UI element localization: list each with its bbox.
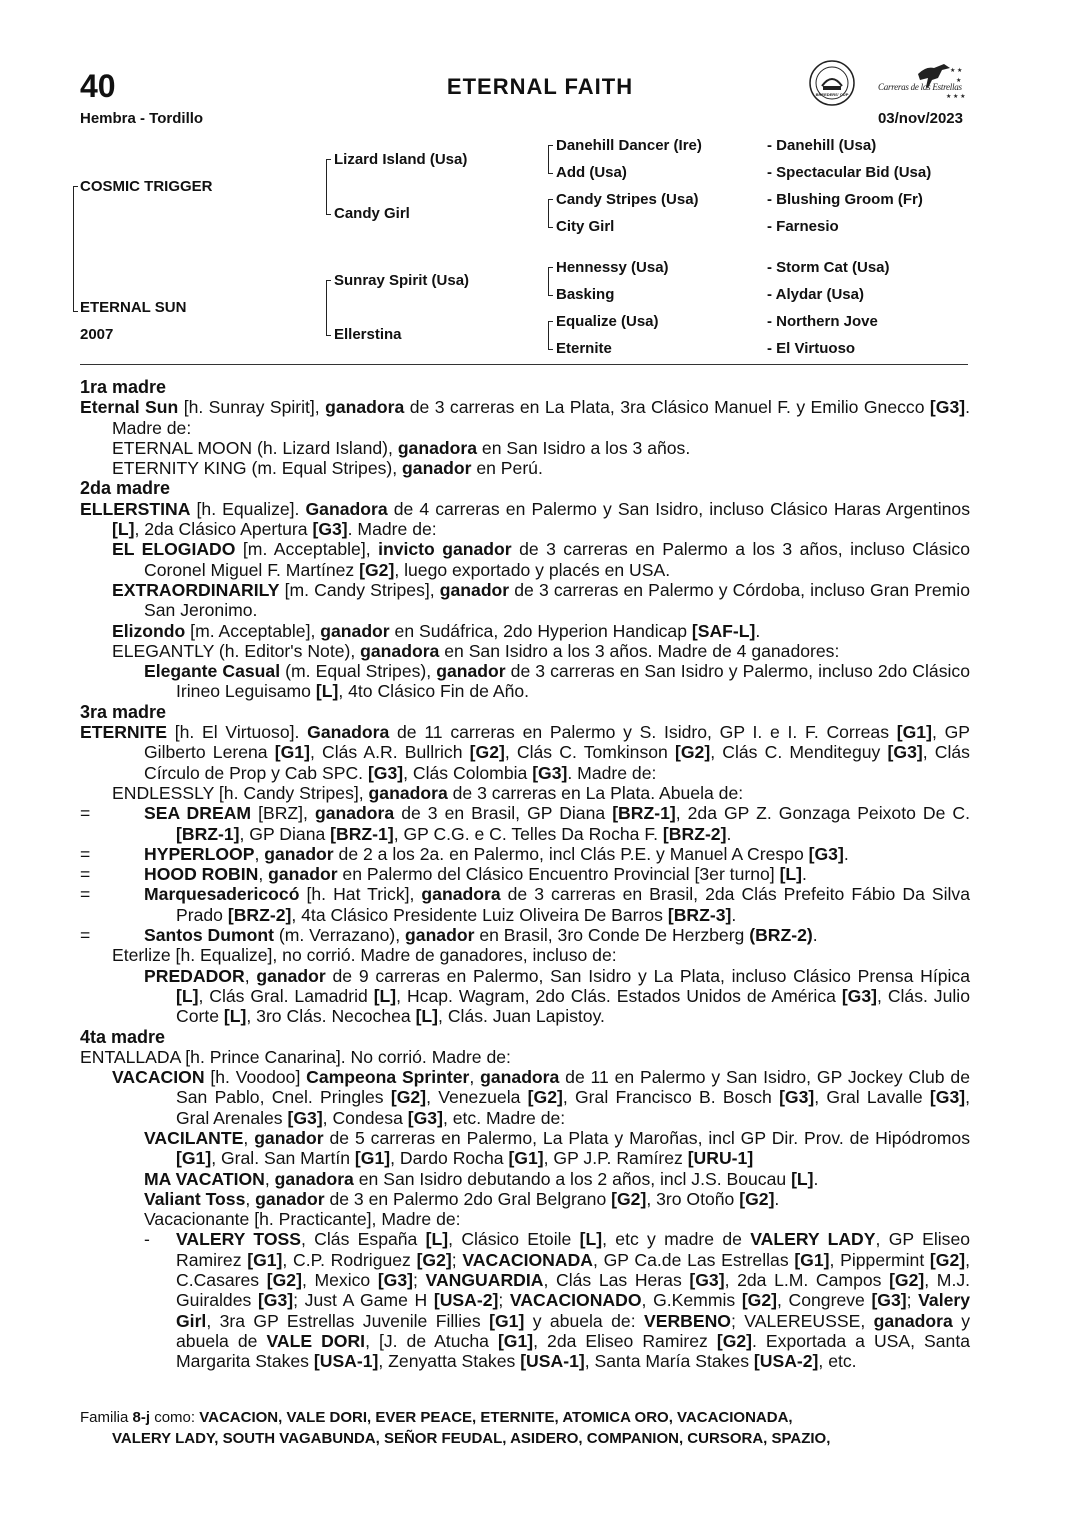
produce-entry: EXTRAORDINARILY [m. Candy Stripes], ganador de 3 carreras en Palermo y Córdoba, incluso Gran Premio San Jeronimo.: [112, 579, 971, 621]
g4-7: - Northern Jove: [767, 313, 878, 330]
breeders-cup-logo: [810, 61, 854, 105]
section-heading-4: 4ta madre: [80, 1026, 166, 1047]
catalog-date: 03/nov/2023: [877, 110, 963, 127]
horse-name: ETERNAL FAITH: [446, 74, 634, 99]
logo2-text: Carreras de las Estrellas: [878, 82, 962, 92]
lot-number: 40: [80, 68, 116, 104]
sire: COSMIC TRIGGER: [80, 178, 213, 195]
g3-7: Equalize (Usa): [556, 313, 659, 330]
produce-entry: Elegante Casual (m. Equal Stripes), ganador de 3 carreras en San Isidro y Palermo, incluso 2do Clásico Irineo Leguisamo [L], 4to Clásico Fin de Año.: [144, 661, 970, 702]
sire-sire: Lizard Island (Usa): [334, 151, 468, 168]
produce-entry: VACACION [h. Voodoo] Campeona Sprinter, ganadora de 11 en Palermo y San Isidro, GP Jockey Club de San Pablo, Cnel. Pringles [G2], Venezuela [G2], Gral Francisco B. Bosch [G3], Gral Lavalle [G3], Gral Arenales [G3], Condesa [G3], etc. Madre de:: [112, 1067, 970, 1128]
g4-1: - Danehill (Usa): [767, 137, 877, 154]
produce-entry: Eterlize [h. Equalize], no corrió. Madre de ganadores, incluso de:: [112, 945, 617, 966]
produce-entry: PREDADOR, ganador de 9 carreras en Palermo, San Isidro y La Plata, incluso Clásico Prensa Hípica [L], Clás Gral. Lamadrid [L], Hcap. Wagram, 2do Clás. Estados Unidos de América [G3], Clás. Julio Corte [L], 3ro Clás. Necochea [L], Clás. Juan Lapistoy.: [144, 965, 970, 1027]
produce-entry: MA VACATION, ganadora en San Isidro debutando a los 2 años, incl J.S. Boucau [L].: [144, 1168, 819, 1189]
second-dam-paragraph: ELLERSTINA [h. Equalize]. Ganadora de 4 carreras en Palermo y San Isidro, incluso Clásico Haras Argentinos [L], 2da Clásico Apertura [G3]. Madre de:: [80, 498, 970, 540]
g3-3: Candy Stripes (Usa): [556, 191, 699, 208]
g3-1: Danehill Dancer (Ire): [556, 137, 702, 154]
logos: [806, 58, 976, 110]
svg-text:★: ★: [956, 78, 962, 84]
produce-entry: Elizondo [m. Acceptable], ganador en Sudáfrica, 2do Hyperion Handicap [SAF-L].: [112, 620, 761, 641]
g3-6: Basking: [556, 286, 615, 303]
dam: ETERNAL SUN: [80, 299, 187, 316]
g4-4: - Farnesio: [767, 218, 839, 235]
produce-entry: ENDLESSLY [h. Candy Stripes], ganadora de 3 carreras en La Plata. Abuela de:: [112, 782, 744, 803]
pedigree-divider: [80, 364, 968, 365]
g3-2: Add (Usa): [556, 164, 627, 181]
produce-entry: Vacacionante [h. Practicante], Madre de:: [144, 1209, 461, 1230]
produce-entry: EL ELOGIADO [m. Acceptable], invicto ganador de 3 carreras en Palermo a los 3 años, incluso Clásico Coronel Miguel F. Martínez [G2], luego exportado y placés en USA.: [112, 539, 970, 580]
g4-8: - El Virtuoso: [767, 340, 856, 357]
logo1-text: BREEDERS' CUP: [815, 92, 849, 97]
section-heading-1: 1ra madre: [80, 377, 167, 397]
g4-2: - Spectacular Bid (Usa): [767, 164, 932, 181]
produce-entry: VACILANTE, ganador de 5 carreras en Palermo, La Plata y Maroñas, incl GP Dir. Prov. de Hipódromos [G1], Gral. San Martín [G1], Dardo Rocha [G1], GP J.P. Ramírez [URU-1]: [144, 1127, 971, 1169]
first-dam-paragraph: Eternal Sun [h. Sunray Spirit], ganadora de 3 carreras en La Plata, 3ra Clásico Manuel F. y Emilio Gnecco [G3]. Madre de:: [80, 397, 970, 438]
family-line: Familia 8-j como: VACACION, VALE DORI, EVER PEACE, ETERNITE, ATOMICA ORO, VACACIONADA, VALERY LADY, SOUTH VAGABUNDA, SEÑOR FEUDAL, ASIDERO, COMPANION, CURSORA, SPAZIO,: [80, 1409, 831, 1447]
dam-year: 2007: [80, 326, 114, 343]
produce-record: [80, 377, 970, 1372]
g4-5: - Storm Cat (Usa): [767, 259, 890, 276]
g3-8: Eternite: [556, 340, 612, 357]
section-heading-3: 3ra madre: [80, 701, 167, 722]
produce-entry: Valiant Toss, ganador de 3 en Palermo 2do Gral Belgrano [G2], 3ro Otoño [G2].: [144, 1188, 780, 1209]
section-heading-2: 2da madre: [80, 478, 171, 499]
produce-entry: ETERNAL MOON (h. Lizard Island), ganadora en San Isidro a los 3 años.: [112, 437, 691, 458]
grandchild-entry: - VALERY TOSS, Clás España [L], Clásico Etoile [L], etc y madre de VALERY LADY, GP Eliseo Ramirez [G1], C.P. Rodriguez [G2]; VACACIONADA, GP Ca.de Las Estrellas [G1], Pippermint [G2], C.Casares [G2], Mexico [G3]; VANGUARDIA, Clás Las Heras [G3], 2da L.M. Campos [G2], M.J. Guiraldes [G3]; Just A Game H [USA-2]; VACACIONADO, G.Kemmis [G2], Congreve [G3]; Valery Girl, 3ra GP Estrellas Juvenile Fillies [G1] y abuela de: VERBENO; VALEREUSSE, ganadora y abuela de VALE DORI, [J. de Atucha [G1], 2da Eliseo Ramirez [G2]. Exportada a USA, Santa Margarita Stakes [USA-1], Zenyatta Stakes [USA-1], Santa María Stakes [USA-2], etc.: [144, 1229, 971, 1372]
svg-text:★ ★ ★: ★ ★ ★: [946, 94, 966, 100]
dam-dam: Ellerstina: [334, 326, 402, 343]
family-horses-2: VALERY LADY, SOUTH VAGABUNDA, SEÑOR FEUDAL, ASIDERO, COMPANION, CURSORA, SPAZIO,: [112, 1430, 831, 1447]
family-horses-1: VACACION, VALE DORI, EVER PEACE, ETERNITE, ATOMICA ORO, VACACIONADA,: [199, 1409, 793, 1426]
grandchild-entry: = HOOD ROBIN, ganador en Palermo del Clásico Encuentro Provincial [3er turno] [L].: [80, 864, 807, 885]
sire-dam: Candy Girl: [334, 205, 410, 222]
sex-color: Hembra - Tordillo: [80, 110, 204, 127]
grandchild-entry: = Marquesadericocó [h. Hat Trick], ganadora de 3 carreras en Brasil, 2da Clás Prefeito Fábio Da Silva Prado [BRZ-2], 4ta Clásico Presidente Luiz Oliveira De Barros [BRZ-3].: [80, 884, 971, 925]
g4-3: - Blushing Groom (Fr): [767, 191, 923, 208]
grandchild-entry: = HYPERLOOP, ganador de 2 a los 2a. en Palermo, incl Clás P.E. y Manuel A Crespo [G3].: [80, 843, 849, 864]
g3-4: City Girl: [556, 218, 615, 235]
produce-entry: ELEGANTLY (h. Editor's Note), ganadora en San Isidro a los 3 años. Madre de 4 ganadores:: [112, 640, 840, 661]
grandchild-entry: = SEA DREAM [BRZ], ganadora de 3 en Brasil, GP Diana [BRZ-1], 2da GP Z. Gonzaga Peixoto De C. [BRZ-1], GP Diana [BRZ-1], GP C.G. e C. Telles Da Rocha F. [BRZ-2].: [80, 803, 971, 844]
g4-6: - Alydar (Usa): [767, 286, 864, 303]
produce-entry: ETERNITY KING (m. Equal Stripes), ganador en Perú.: [112, 458, 543, 479]
third-dam-paragraph: ETERNITE [h. El Virtuoso]. Ganadora de 11 carreras en Palermo y S. Isidro, GP I. e I. F. Correas [G1], GP Gilberto Lerena [G1], Clás A.R. Bullrich [G2], Clás C. Tomkinson [G2], Clás C. Menditeguy [G3], Clás Círculo de Prop y Cab SPC. [G3], Clás Colombia [G3]. Madre de:: [80, 722, 970, 783]
grandchild-entry: = Santos Dumont (m. Verrazano), ganador en Brasil, 3ro Conde De Herzberg (BRZ-2).: [80, 925, 818, 946]
fourth-dam-paragraph: ENTALLADA [h. Prince Canarina]. No corrió. Madre de:: [80, 1046, 511, 1067]
carreras-estrellas-logo: [878, 64, 965, 100]
dam-sire: Sunray Spirit (Usa): [334, 272, 470, 289]
svg-text:★ ★: ★ ★: [950, 68, 963, 74]
g3-5: Hennessy (Usa): [556, 259, 669, 276]
